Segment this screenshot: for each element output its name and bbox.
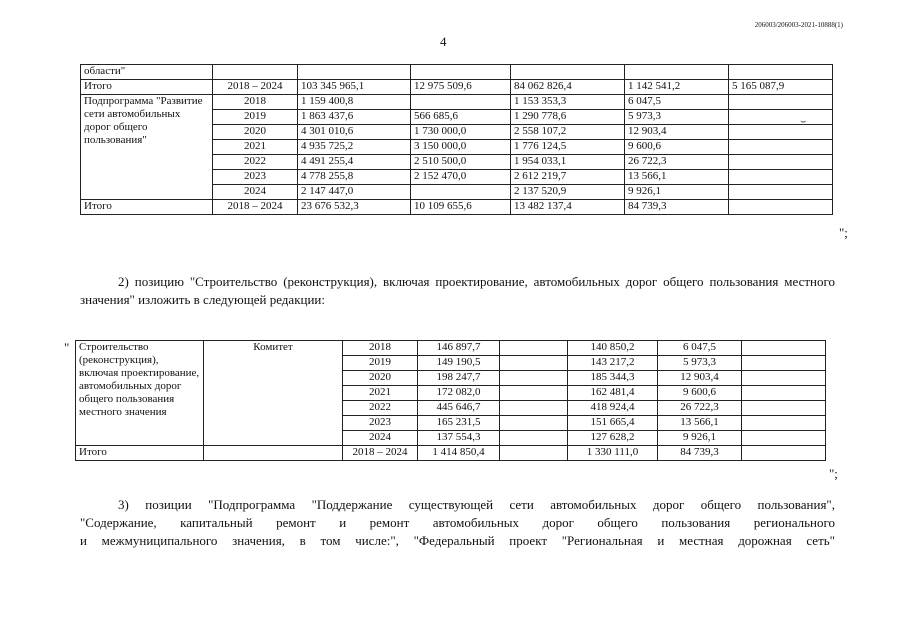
executor: Комитет	[204, 341, 343, 446]
item-name: Строительство (реконструкция), включая проектирование, автомобильных дорог общего пользования местного значения	[76, 341, 204, 446]
page-number: 4	[440, 34, 447, 49]
row-name: области"	[81, 65, 213, 80]
document-id: 206003/206003-2021-10888(1)	[754, 21, 843, 29]
paragraph-3-line-2: "Содержание, капитальный ремонт и ремонт автомобильных дорог общего пользования регионального	[80, 515, 835, 530]
table-row: Итого 2018 – 2024 103 345 965,1 12 975 509,6 84 062 826,4 1 142 541,2 5 165 087,9	[81, 80, 833, 95]
table-row: 2021 172 082,0 162 481,4 9 600,6	[76, 386, 826, 401]
paragraph-2: 2) позицию "Строительство (реконструкция), включая проектирование, автомобильных дорог общего пользования местного значения" изложить в следующей редакции:	[80, 274, 835, 307]
table-row: 2023 4 778 255,8 2 152 470,0 2 612 219,7 13 566,1	[81, 170, 833, 185]
table-row: 2019 149 190,5 143 217,2 5 973,3	[76, 356, 826, 371]
continuation-table	[80, 64, 833, 215]
table-row: Строительство (реконструкция), включая проектирование, автомобильных дорог общего пользования местного значения Комитет 2018 146 897,7 140 850,2 6 047,5	[76, 341, 826, 356]
paragraph-3-line-3: и межмуниципального значения, в том числе:", "Федеральный проект "Региональная и местная дорожная сеть"	[80, 533, 835, 548]
table-row: Итого 2018 – 2024 1 414 850,4 1 330 111,0 84 739,3	[76, 446, 826, 461]
table-row: 2021 4 935 725,2 3 150 000,0 1 776 124,5 9 600,6	[81, 140, 833, 155]
table-row: 2024 137 554,3 127 628,2 9 926,1	[76, 431, 826, 446]
pen-mark: ⌣	[800, 116, 807, 127]
table-row: 2023 165 231,5 151 665,4 13 566,1	[76, 416, 826, 431]
table-row: 2022 445 646,7 418 924,4 26 722,3	[76, 401, 826, 416]
table-row: 2024 2 147 447,0 2 137 520,9 9 926,1	[81, 185, 833, 200]
paragraph-3	[80, 496, 835, 550]
construction-table	[75, 340, 826, 461]
paragraph-3-line-1: 3) позиции "Подпрограмма "Поддержание существующей сети автомобильных дорог общего пользования",	[118, 497, 835, 512]
table-row: 2020 198 247,7 185 344,3 12 903,4	[76, 371, 826, 386]
table-row: 2022 4 491 255,4 2 510 500,0 1 954 033,1 26 722,3	[81, 155, 833, 170]
table-row	[81, 65, 833, 80]
table-row: Итого 2018 – 2024 23 676 532,3 10 109 655,6 13 482 137,4 84 739,3	[81, 200, 833, 215]
table-row: Подпрограмма "Развитие сети автомобильных дорог общего пользования" 2018 1 159 400,8 1 153 353,3 6 047,5	[81, 95, 833, 110]
table-row: 2019 1 863 437,6 566 685,6 1 290 778,6 5 973,3	[81, 110, 833, 125]
closing-quote-2: ";	[829, 466, 838, 481]
closing-quote: ";	[839, 225, 848, 240]
subprogram-name: Подпрограмма "Развитие сети автомобильных дорог общего пользования"	[81, 95, 213, 200]
opening-quote: "	[64, 340, 70, 355]
table-row: 2020 4 301 010,6 1 730 000,0 2 558 107,2 12 903,4	[81, 125, 833, 140]
